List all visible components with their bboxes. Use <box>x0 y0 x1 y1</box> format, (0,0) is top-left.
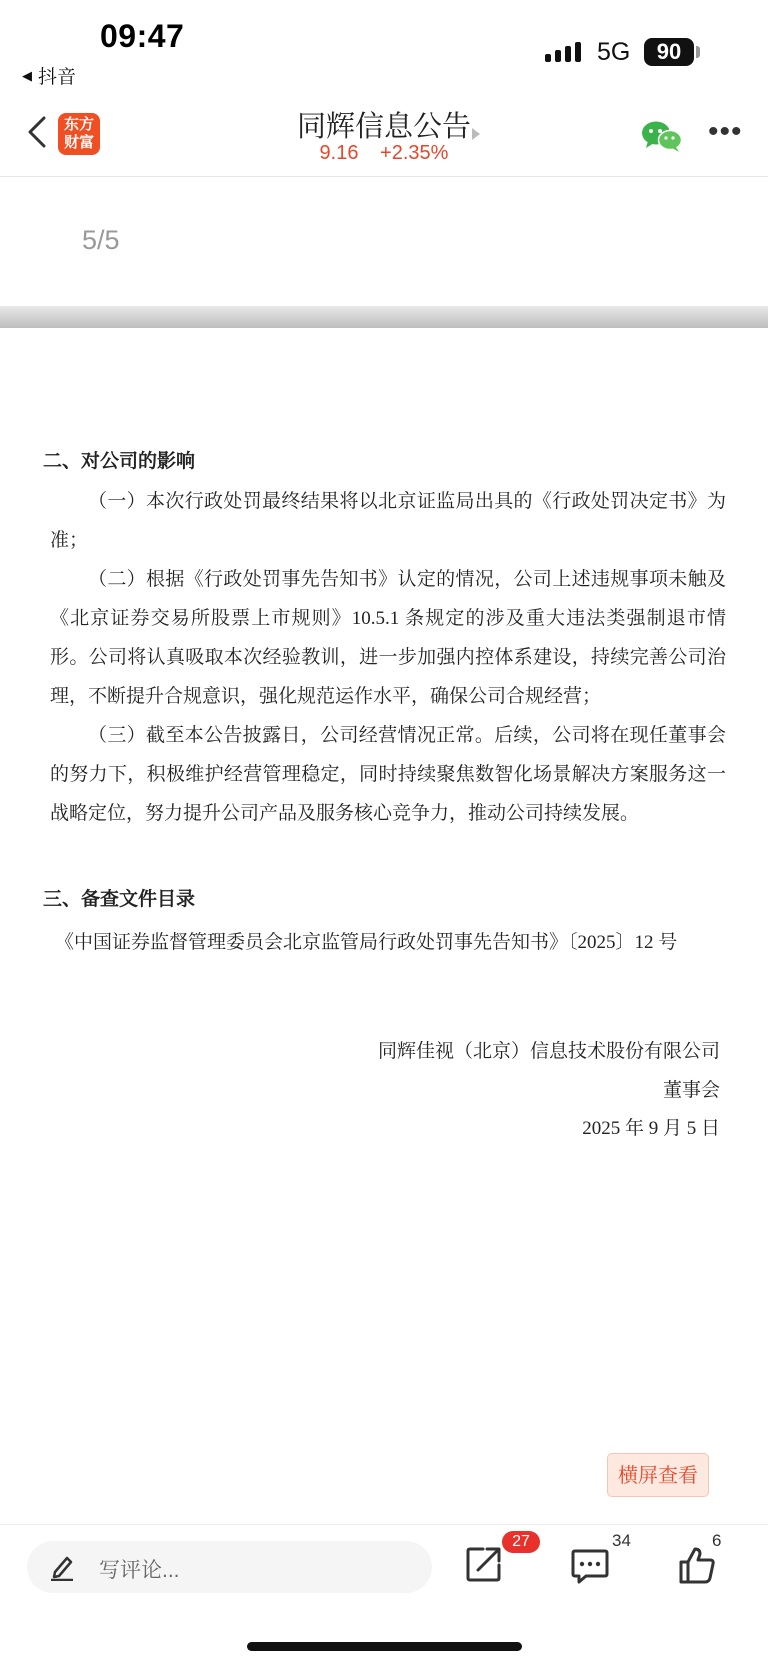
logo-text-2: 财富 <box>63 134 94 151</box>
signature-board: 董事会 <box>662 1080 720 1101</box>
section-heading-impact: 二、对公司的影响 <box>43 451 196 472</box>
comment-placeholder: 写评论... <box>99 1559 180 1582</box>
expand-arrow-icon[interactable] <box>472 128 480 140</box>
paragraph-3: （三）截至本公告披露日，公司经营情况正常。后续，公司将在现任董事会的努力下，积极维护经营管理稳定，同时持续聚焦数智化场景解决方案服务这一战略定位，努力提升公司产品及服务核心竞争力，推动公司持续发展。 <box>50 725 726 824</box>
nav-bar <box>0 98 768 177</box>
like-count: 6 <box>712 1531 722 1550</box>
comment-icon[interactable] <box>570 1547 610 1585</box>
thumbs-up-icon[interactable] <box>677 1545 717 1585</box>
page-title[interactable]: 同辉信息公告 <box>296 111 471 143</box>
more-icon[interactable]: ••• <box>708 115 743 148</box>
signature-company: 同辉佳视（北京）信息技术股份有限公司 <box>377 1041 720 1062</box>
page-divider <box>0 306 768 328</box>
share-count-badge: 27 <box>502 1531 540 1553</box>
status-bar <box>0 0 768 90</box>
network-type: 5G <box>597 38 631 66</box>
reference-item: 《中国证券监督管理委员会北京监管局行政处罚事先告知书》〔2025〕12 号 <box>55 932 678 953</box>
back-app-label: 抖音 <box>38 67 77 88</box>
comment-input[interactable] <box>27 1541 432 1593</box>
section-heading-references: 三、备查文件目录 <box>43 889 196 910</box>
clock: 09:47 <box>100 18 185 54</box>
home-indicator[interactable] <box>247 1642 522 1651</box>
stock-price: 9.16 <box>319 142 359 164</box>
battery-icon: 90 <box>644 38 694 66</box>
battery-tip <box>696 46 700 58</box>
paragraph-1: （一）本次行政处罚最终结果将以北京证监局出具的《行政处罚决定书》为准； <box>50 491 726 551</box>
share-icon[interactable] <box>465 1545 503 1583</box>
landscape-view-button[interactable]: 横屏查看 <box>607 1453 709 1497</box>
signature-date: 2025 年 9 月 5 日 <box>582 1118 720 1139</box>
logo-text-1: 东方 <box>63 116 94 133</box>
stock-change: +2.35% <box>380 142 449 164</box>
paragraph-2: （二）根据《行政处罚事先告知书》认定的情况，公司上述违规事项未触及《北京证券交易所股票上市规则》10.5.1 条规定的涉及重大违法类强制退市情形。公司将认真吸取本次经验教训，进一步加强内控体系建设，持续完善公司治理，不断提升合规意识，强化规范运作水平，确保公司合规经营； <box>50 569 726 707</box>
back-to-app-link[interactable] <box>22 62 76 89</box>
signal-icon <box>545 40 581 62</box>
comment-count: 34 <box>612 1531 631 1550</box>
page-header-area <box>0 177 768 307</box>
pen-icon <box>49 1553 75 1581</box>
wechat-share-icon[interactable] <box>640 118 684 154</box>
back-triangle-icon: ◀ <box>22 67 32 83</box>
page-indicator: 5/5 <box>82 225 120 255</box>
